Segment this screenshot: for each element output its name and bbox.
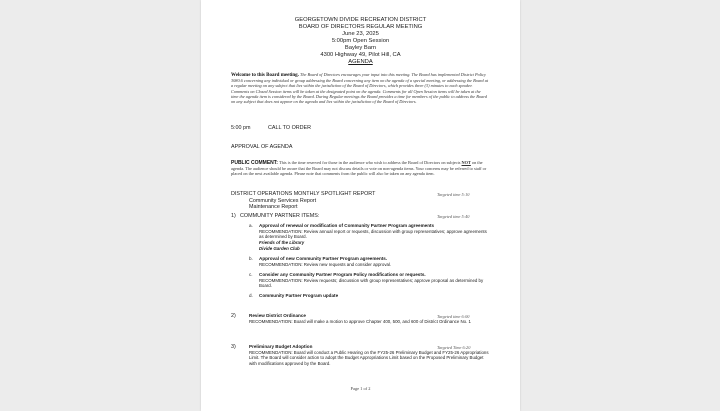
meeting-date: June 23, 2025 [342,31,379,37]
call-to-order-time: 5:00 pm [231,125,251,131]
community-partner-target: Targeted time 5:40 [437,214,470,219]
public-comment-text-1: This is the time reserved for those in the audience who wish to address the Board of Directors on subjects [278,160,461,165]
item-letter: b. [249,256,253,261]
partner-name: Friends of the Library [259,240,305,245]
public-comment-lead: PUBLIC COMMENT: [231,160,278,166]
item-title: Approval of new Community Partner Program agreements. [259,256,388,261]
district-ops-item: Maintenance Report [249,204,298,210]
section-number: 2) [231,313,236,319]
welcome-lead: Welcome to this Board meeting. [231,73,299,78]
district-name: GEORGETOWN DIVIDE RECREATION DISTRICT [294,17,427,23]
item-recommendation: RECOMMENDATION: Review new requests and consider approval. [259,262,392,267]
meeting-session: 5:00pm Open Session [331,38,390,44]
section-number: 1) [231,213,236,219]
partner-name: Divide Garden Club [259,246,300,251]
public-comment-paragraph [231,160,489,177]
item-letter: c. [249,272,253,277]
item-letter: d. [249,293,253,298]
district-ops-target: Targeted time 5:10 [437,192,470,197]
welcome-body: The Board of Directors encourages your input into this meeting. The Board has implemented District Policy 3080.6 concerning any individual or group addressing the Board concerning any item on the agenda of a special meeting, or addressing the Board at a regular meeting on any subject that lies within the jurisdiction of the Board of Directors, which provides three (3) minutes to each speaker. Comments on Closed Session items will be taken at the designated point on the agenda. Comments for all Open Session items will be taken at the time the agenda item is considered by the Board. During Regular meetings the Board provides a time for members of the public to address the Board on any subject that does not appear on the agenda and lies within the jurisdiction of the Board of Directors. [231,72,489,105]
public-comment-text-2: on the agenda. The audience should be aware that the Board may not discuss details or vote on non-agenda items. Your concerns may be referred to staff or placed on the next available agenda. Please note that comments from the public will also be taken on any agenda item. [231,160,487,177]
meeting-address: 4300 Highway 49, Pilot Hill, CA [320,52,401,58]
welcome-paragraph [231,72,489,104]
review-ordinance-recommendation: RECOMMENDATION: Board will make a motion to approve Chapter 400, 500, and 600 of District Ordinance No. 1 [249,319,471,324]
page-number: Page 1 of 2 [350,386,371,391]
review-ordinance-title: Review District Ordinance [249,313,306,318]
item-title: Approval of renewal or modification of Community Partner Program agreements [259,223,435,228]
budget-adoption-recommendation: RECOMMENDATION: Board will conduct a Public Hearing on the FY25-26 Preliminary Budget and FY25-26 Appropriations Limit. The Board will consider action to adopt the Budget Appropriations Limit based on the Proposed Preliminary Budget with modifications approved by the Board. [249,350,489,366]
agenda-page [201,0,520,411]
review-ordinance-target: Targeted time 6:00 [437,314,470,319]
item-recommendation: RECOMMENDATION: Review requests; discussion with group representatives; approve proposal as determined by Board. [259,278,484,289]
call-to-order-label: CALL TO ORDER [268,125,312,131]
item-recommendation: RECOMMENDATION: Review annual report or requests, discussion with group representatives; approve agreements as determined by Board. [259,229,487,240]
budget-adoption-target: Targeted Time 6:20 [437,345,471,350]
community-partner-title: COMMUNITY PARTNER ITEMS: [240,213,320,219]
item-letter: a. [249,223,253,228]
item-title: Consider any Community Partner Program Policy modifications or requests. [259,272,426,277]
meeting-type: BOARD OF DIRECTORS REGULAR MEETING [298,24,423,30]
district-ops-item: Community Services Report [249,198,317,204]
district-ops-title: DISTRICT OPERATIONS MONTHLY SPOTLIGHT REPORT [231,191,376,197]
budget-adoption-title: Preliminary Budget Adoption [249,344,313,349]
approval-of-agenda: APPROVAL OF AGENDA [231,144,293,150]
section-number: 3) [231,344,236,350]
agenda-title: AGENDA [348,59,373,65]
item-title: Community Partner Program update [259,293,339,298]
meeting-venue: Bayley Barn [344,45,377,51]
public-comment-not: NOT [461,160,471,165]
